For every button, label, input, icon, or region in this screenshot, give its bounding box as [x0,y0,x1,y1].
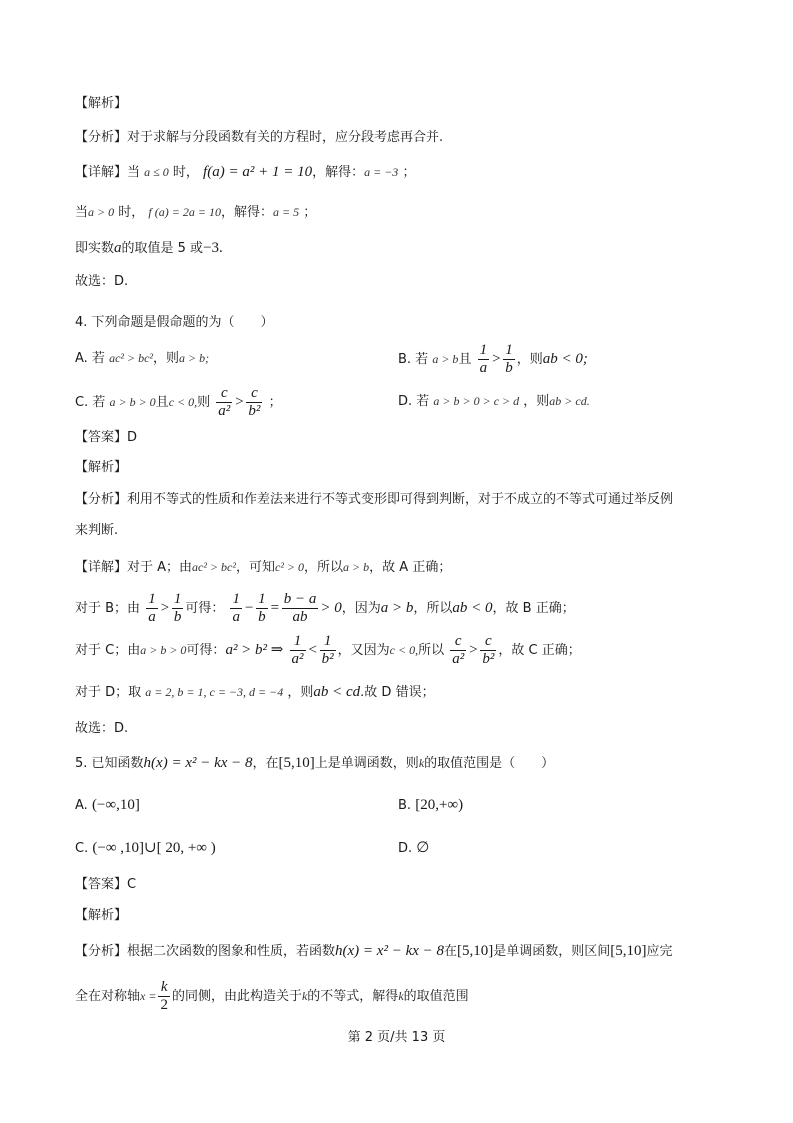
answer-q4: 【答案】D [75,430,138,445]
detail-line-2: 当a > 0 时， f (a) = 2a = 10，解得：a = 5 ； [75,205,317,220]
fraction-c-over-b2: $\frac{c}{\text{b²}}$ [248,385,261,419]
answer-select-prev: 故选：D. [75,274,129,289]
heading-jiexi: 【解析】 [75,96,128,111]
q5-option-a: A. (−∞,10] [75,797,140,813]
question-5: 5. 已知函数h(x) = x² − kx − 8，在[5,10]上是单调函数，则k的取值范围是（ ） [75,755,555,771]
detail-q4-b: 对于 B；由 $\frac{1}{a}$ > $\frac{1}{b}$ 可得： $\frac{1}{a}$ − $\frac{1}{b}$ = $\frac{b - a}{ab}$ > 0，因为a > b，所以ab < 0，故 B 正确； [75,591,575,625]
question-4: 4. 下列命题是假命题的为（ ） [75,315,274,330]
detail-line-3: 即实数a的取值是 5 或−3. [75,240,223,256]
analysis-q5-2: 全在对称轴x = $\frac{k}{2}$ 的同侧，由此构造关于k的不等式，解得k的取值范围 [75,979,469,1013]
detail-line-1: 【详解】当 a ≤ 0 时， f(a) = a² + 1 = 10，解得：a = −3 ； [75,164,416,180]
q4-option-d: D. 若 a > b > 0 > c > d ，则ab > cd. [398,394,590,409]
answer-q5: 【答案】C [75,877,137,892]
q5-option-b: B. [20,+∞) [398,797,464,813]
page-footer: 第 2 页/共 13 页 [347,1030,446,1045]
q4-option-c: C. 若 a > b > 0且c < 0,则 $\frac{c}{\text{a²}}$ > $\frac{c}{\text{b²}}$ ； [75,385,282,419]
analysis-q4-2: 来判断. [75,523,119,538]
detail-q4-a: 【详解】对于 A；由ac² > bc²，可知c² > 0，所以a > b，故 A 正确； [75,560,452,575]
detail-q4-c: 对于 C；由a > b > 0可得：a² > b² ⇒ $\frac{1}{\text{a²}}$ < $\frac{1}{\text{b²}}$ ，又因为c < 0,所以 $\frac{c}{\text{a²}}$ > $\frac{c}{\text{b²}}$ ，故 C 正确； [75,633,581,667]
heading-jiexi-q5: 【解析】 [75,908,128,923]
analysis-text: 【分析】对于求解与分段函数有关的方程时，应分段考虑再合并. [75,130,444,145]
analysis-q4-1: 【分析】利用不等式的性质和作差法来进行不等式变形即可得到判断，对于不成立的不等式可通过举反例 [75,492,674,507]
fraction-k-over-2: $\frac{k}{2}$ [160,979,168,1013]
fraction-1-over-b: $\frac{1}{b}$ [505,342,513,376]
q5-option-d: D. ∅ [398,840,430,856]
q4-option-b: B. 若 a > b且 $\frac{1}{a}$ > $\frac{1}{b}$ ，则ab < 0; [398,342,588,376]
analysis-q5-1: 【分析】根据二次函数的图象和性质，若函数h(x) = x² − kx − 8在[5,10]是单调函数，则区间[5,10]应完 [75,943,673,959]
q4-option-a: A. 若 ac² > bc²，则a > b; [75,351,210,366]
detail-q4-d: 对于 D；取 a = 2, b = 1, c = −3, d = −4 ，则ab < cd.故 D 错误； [75,684,435,700]
fraction-c-over-a2: $\frac{c}{\text{a²}}$ [218,385,231,419]
heading-jiexi-q4: 【解析】 [75,460,128,475]
fraction-1-over-a: $\frac{1}{a}$ [479,342,488,376]
answer-select-q4: 故选：D. [75,721,129,736]
q5-option-c: C. (−∞ ,10]∪[ 20, +∞ ) [75,840,216,856]
